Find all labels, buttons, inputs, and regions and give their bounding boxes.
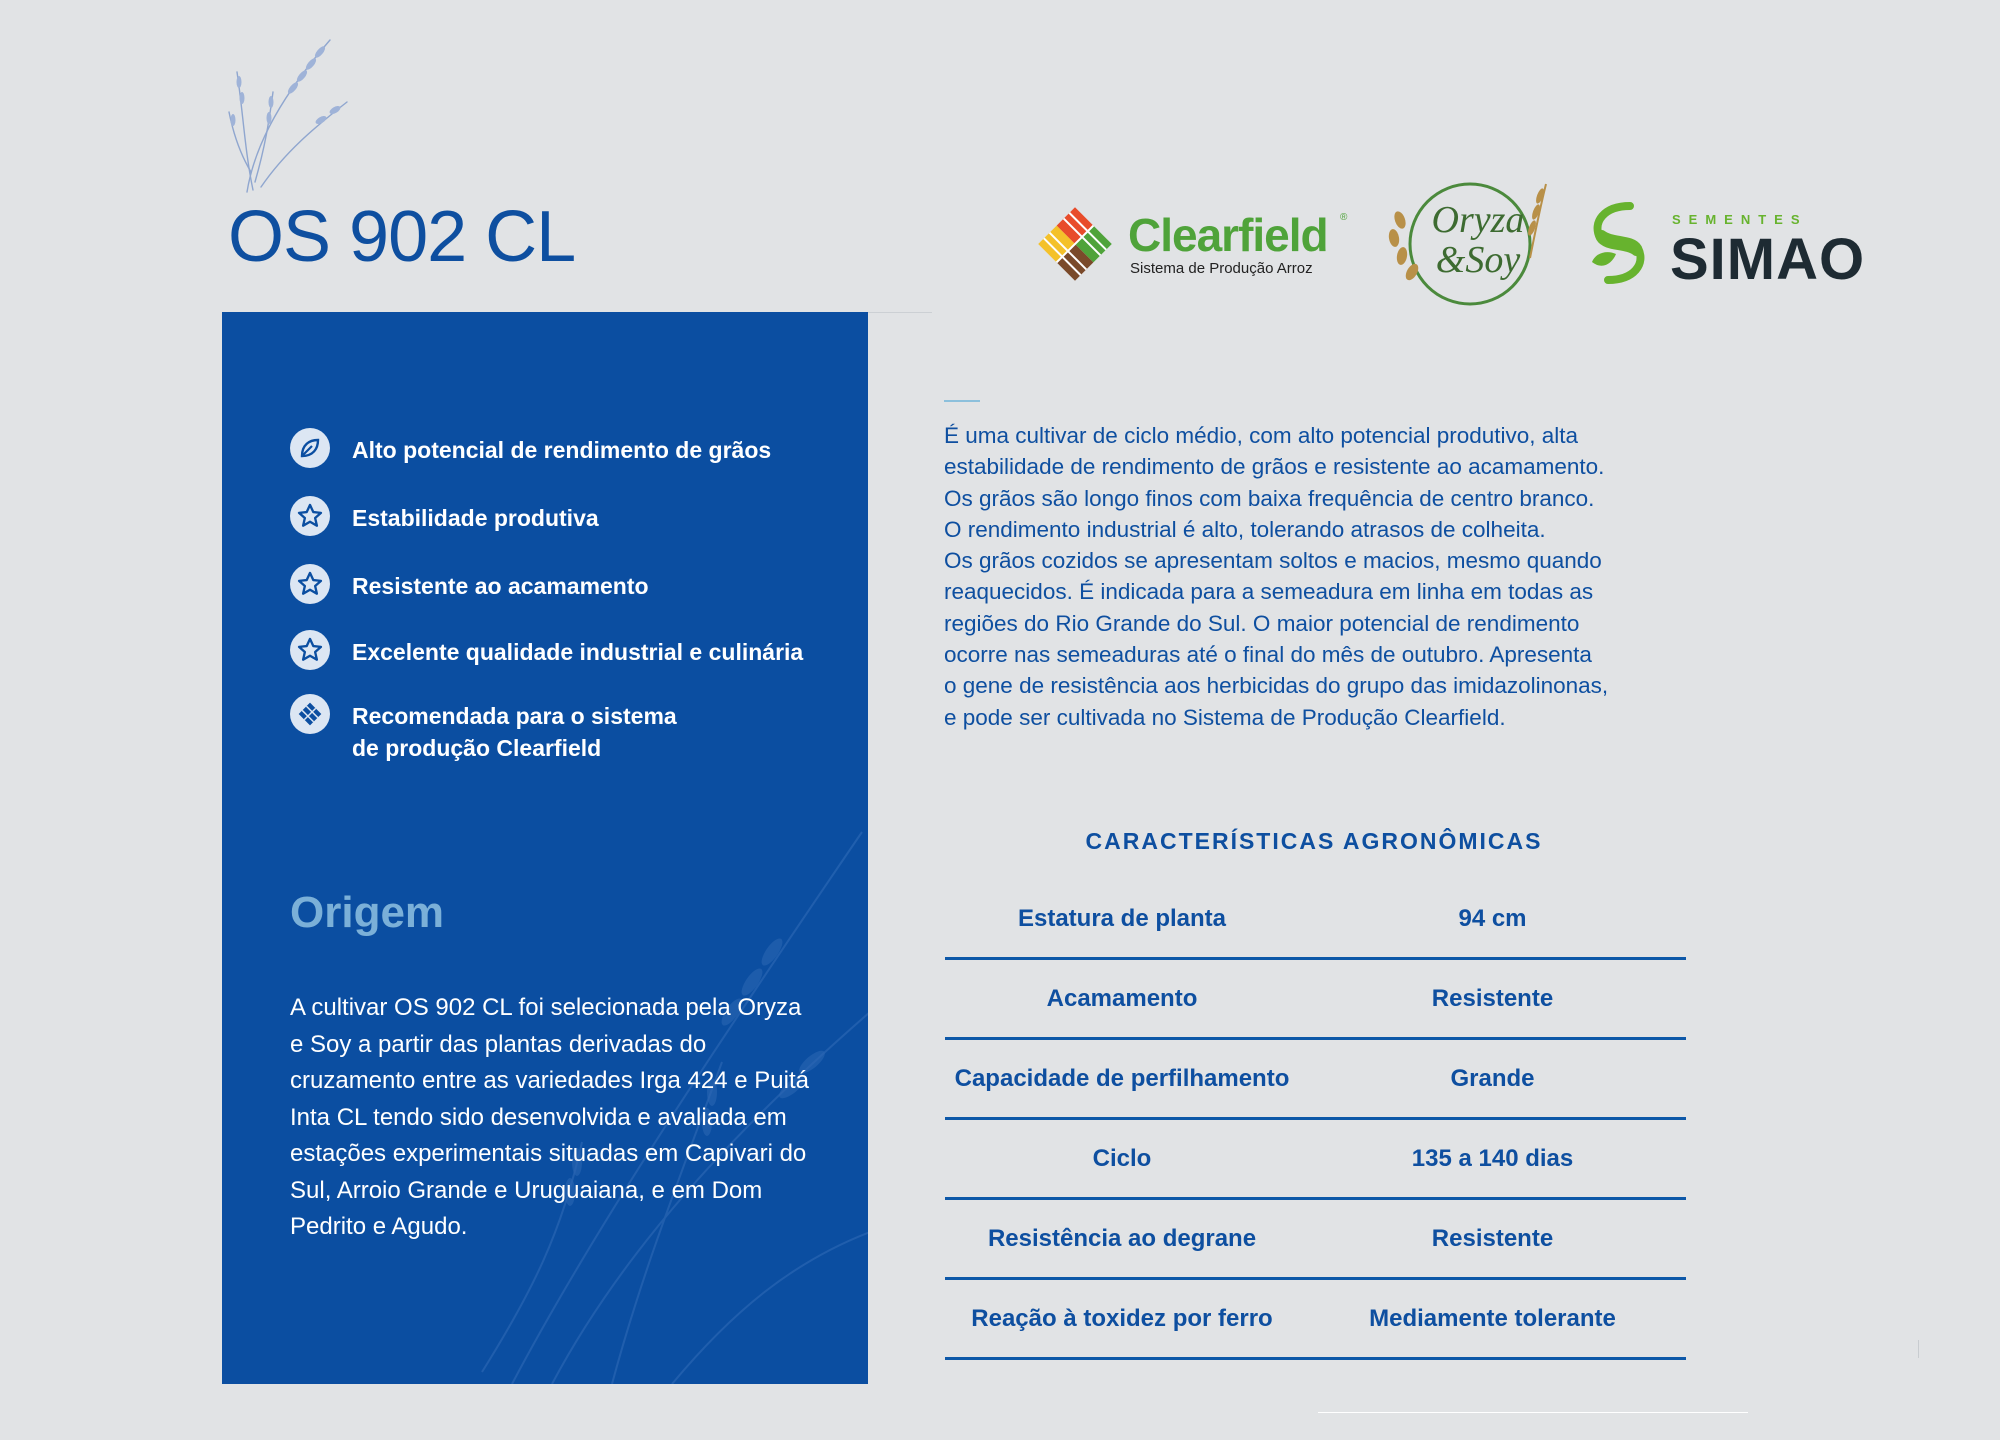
row-value: 94 cm [1458,904,1527,932]
divider [1918,1340,1919,1358]
feature-item [290,496,599,536]
feature-label: Resistente ao acamamento [352,573,649,599]
clearfield-logo-icon [1034,204,1116,284]
accent-dash [944,400,980,402]
table-row [945,1040,1686,1120]
simao-seed-icon [1586,200,1652,286]
row-value: Resistente [1431,1224,1554,1252]
row-label: Reação à toxidez por ferro [971,1304,1273,1332]
simao-logo [1586,200,1866,290]
row-value: 135 a 140 dias [1411,1144,1574,1172]
simao-brand-name: SIMAO [1670,227,1866,292]
rice-sprig-illustration [225,32,355,197]
star-icon [290,630,330,670]
table-row [945,1200,1686,1280]
table-row [945,960,1686,1040]
leaf-icon [290,428,330,468]
row-label: Capacidade de perfilhamento [954,1064,1290,1092]
oryza-brand-name: Oryza &Soy [1431,199,1525,281]
table-row [945,1120,1686,1200]
table-row [945,880,1686,960]
simao-sementes-label: SEMENTES [1672,212,1808,227]
row-value: Mediamente tolerante [1369,1304,1616,1332]
oryza-soy-logo [1380,178,1560,313]
clearfield-logo [1034,200,1354,290]
row-label: Ciclo [1092,1144,1152,1172]
feature-label: Alto potencial de rendimento de grãos [352,437,772,463]
row-label: Resistência ao degrane [987,1224,1257,1252]
feature-label: Excelente qualidade industrial e culinária [352,639,804,665]
star-icon [290,564,330,604]
origem-text: A cultivar OS 902 CL foi selecionada pela Oryza e Soy a partir das plantas derivadas do cruzamento entre as variedades Irga 424 e Puitá Inta CL tendo sido desenvolvida e avaliada em estações experimentais situadas em Capivari do Sul, Arroio Grande e Uruguaiana, e em Dom Pedrito e Agudo. [290,994,809,1240]
feature-item [290,564,649,604]
characteristics-title: CARACTERÍSTICAS AGRONÔMICAS [1085,828,1543,854]
feature-item [290,630,803,670]
feature-label: Recomendada para o sistema de produção Clearfield [352,703,677,761]
feature-label: Estabilidade produtiva [352,505,599,531]
clearfield-brand-name: Clearfield [1128,209,1328,261]
features-panel [222,312,868,1384]
divider [868,312,932,313]
row-value: Resistente [1431,984,1554,1012]
registered-mark: ® [1340,212,1348,223]
row-label: Estatura de planta [1017,904,1227,932]
description-text: É uma cultivar de ciclo médio, com alto potencial produtivo, alta estabilidade de rendimento de grãos e resistente ao acamamento. Os grãos são longo finos com baixa frequência de centro branco. O rendimento industrial é alto, tolerando atrasos de colheita. Os grãos cozidos se apresentam soltos e macios, mesmo quando reaquecidos. É indicada para a semeadura em linha em todas as regiões do Rio Grande do Sul. O maior potencial de rendimento ocorre nas semeaduras até o final do mês de outubro. Apresenta o gene de resistência aos herbicidas do grupo das imidazolinonas, e pode ser cultivada no Sistema de Produção Clearfield. [944,423,1609,730]
clearfield-subtitle: Sistema de Produção Arroz [1130,260,1313,277]
clearfield-icon [290,694,330,734]
star-icon [290,496,330,536]
feature-item [290,694,677,764]
divider [1318,1412,1748,1413]
characteristics-table [945,880,1686,1360]
product-title: OS 902 CL [228,197,576,277]
origem-heading: Origem [290,888,445,937]
row-value: Grande [1450,1064,1535,1092]
row-label: Acamamento [1046,984,1198,1012]
table-row [945,1280,1686,1360]
feature-item [290,428,771,468]
